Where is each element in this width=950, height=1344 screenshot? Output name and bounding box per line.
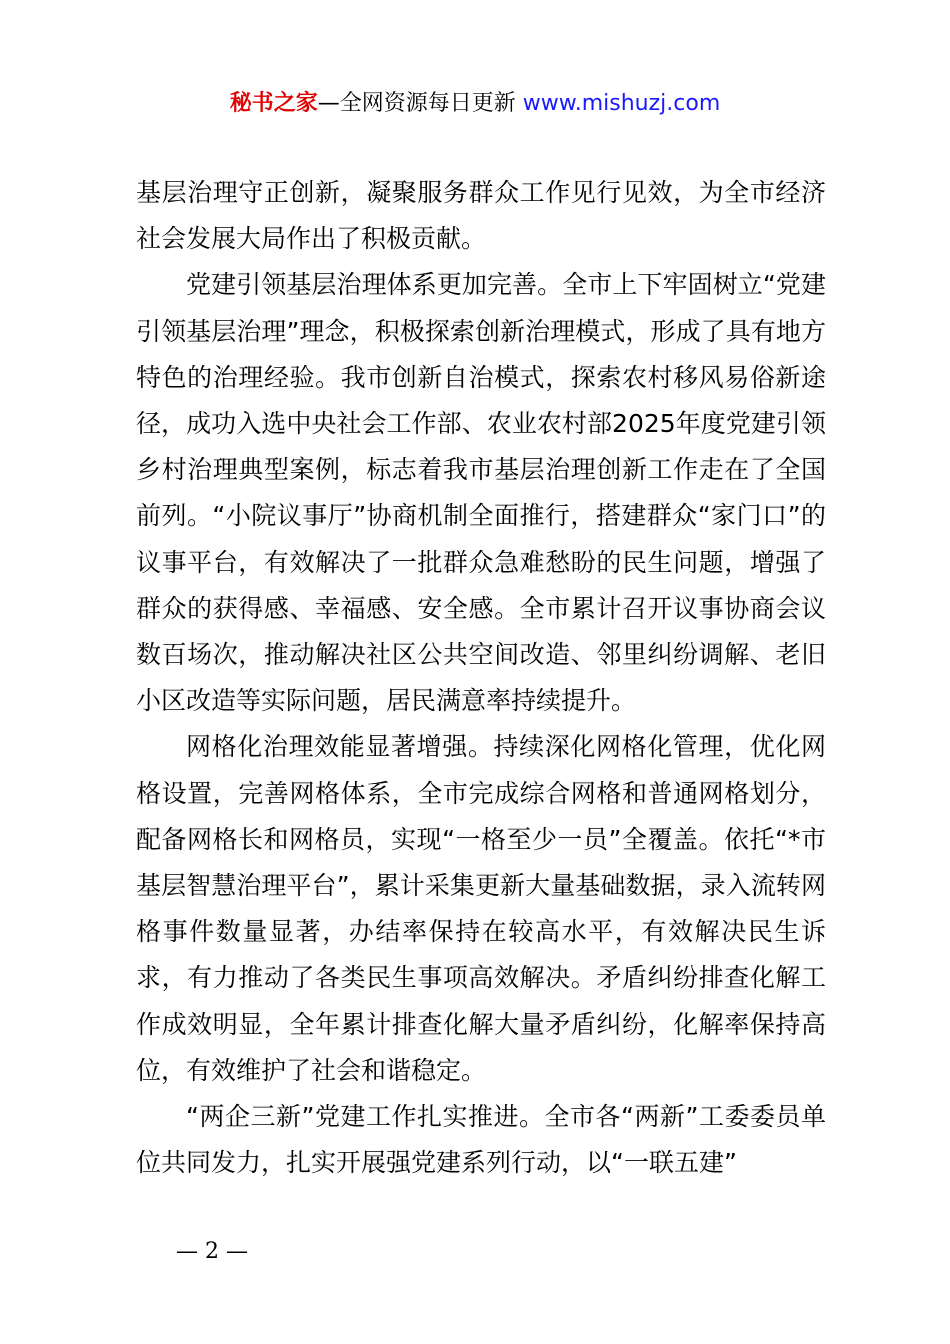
document-body — [136, 170, 826, 1186]
paragraph-party-building: 党建引领基层治理体系更加完善。全市上下牢固树立“党建引领基层治理”理念，积极探索创新治理模式，形成了具有地方特色的治理经验。我市创新自治模式，探索农村移风易俗新途径，成功入选中央社会工作部、农业农村部2025年度党建引领乡村治理典型案例，标志着我市基层治理创新工作走在了全国前列。“小院议事厅”协商机制全面推行，搭建群众“家门口”的议事平台，有效解决了一批群众急难愁盼的民生问题，增强了群众的获得感、幸福感、安全感。全市累计召开议事协商会议数百场次，推动解决社区公共空间改造、邻里纠纷调解、老旧小区改造等实际问题，居民满意率持续提升。 — [136, 270, 826, 716]
page-header — [0, 86, 950, 122]
paragraph-grid-governance: 网格化治理效能显著增强。持续深化网格化管理，优化网格设置，完善网格体系，全市完成综合网格和普通网格划分，配备网格长和网格员，实现“一格至少一员”全覆盖。依托“*市基层智慧治理平台”，累计采集更新大量基础数据，录入流转网格事件数量显著，办结率保持在较高水平，有效解决民生诉求，有力推动了各类民生事项高效解决。矛盾纠纷排查化解工作成效明显，全年累计排查化解大量矛盾纠纷，化解率保持高位，有效维护了社会和谐稳定。 — [136, 732, 826, 1085]
brand-name: 秘书之家 — [229, 91, 318, 116]
header-slogan: —全网资源每日更新 — [317, 91, 523, 116]
website-link[interactable]: www.mishuzj.com — [522, 91, 721, 116]
page-number: — 2 — — [176, 1239, 248, 1264]
paragraph-two-enterprises: “两企三新”党建工作扎实推进。全市各“两新”工委委员单位共同发力，扎实开展强党建系列行动，以“一联五建” — [136, 1102, 826, 1178]
paragraph-continued: 基层治理守正创新，凝聚服务群众工作见行见效，为全市经济社会发展大局作出了积极贡献。 — [136, 178, 826, 254]
